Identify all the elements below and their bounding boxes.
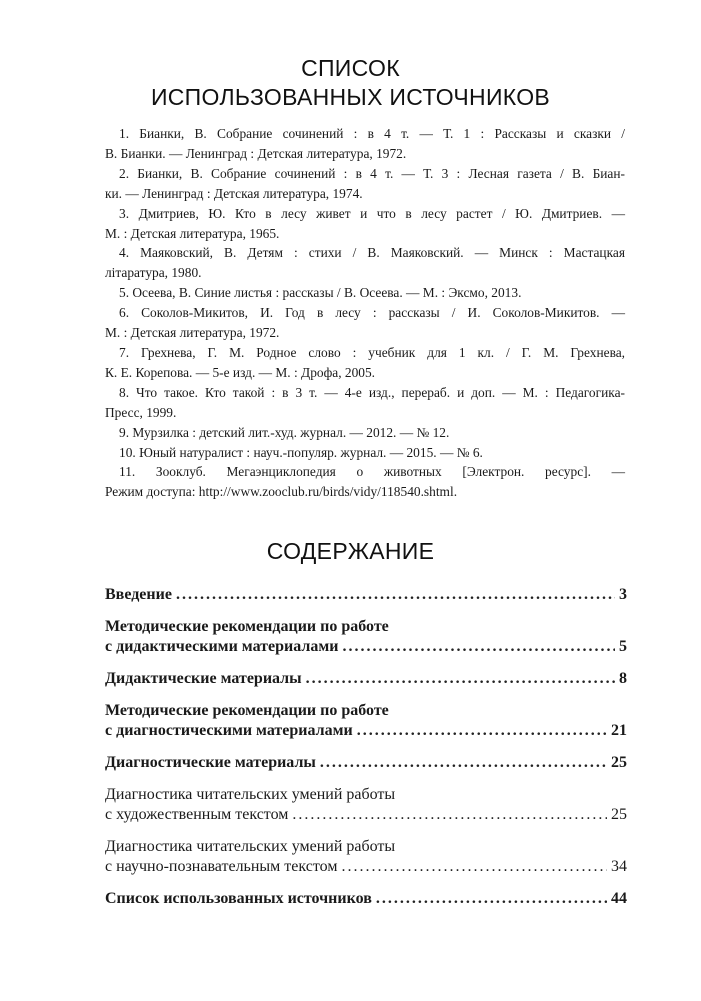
bibliography-entry-line: 6. Соколов-Микитов, И. Год в лесу : рассказы / И. Соколов-Микитов. — (119, 305, 625, 321)
toc-page-number: 25 (611, 806, 627, 823)
toc-dot-leader (341, 857, 607, 877)
toc-entry[interactable] (105, 753, 627, 773)
toc-page-number: 3 (619, 586, 627, 603)
toc-entry[interactable] (105, 585, 627, 605)
bibliography-entry (105, 164, 625, 204)
toc-page-number: 25 (611, 754, 627, 771)
toc-entry-label: с диагностическими материалами (105, 722, 353, 739)
toc-entry[interactable] (105, 669, 627, 689)
toc-page-number: 34 (611, 858, 627, 875)
bibliography-entry (105, 283, 625, 303)
bibliography-entry-line: 10. Юный натуралист : науч.-популяр. журнал. — 2015. — № 6. (119, 444, 483, 460)
toc-dot-leader (376, 889, 607, 909)
toc-dot-leader (342, 637, 615, 657)
bibliography-list (105, 124, 625, 502)
toc-entry-label: Методические рекомендации по работе (105, 618, 389, 635)
bibliography-title (0, 54, 701, 112)
toc-entry[interactable] (105, 617, 627, 657)
toc-entry[interactable] (105, 889, 627, 909)
toc-entry-label: Список использованных источников (105, 890, 372, 907)
toc-entry-label: Дидактические материалы (105, 670, 302, 687)
bibliography-entry-line: К. Е. Корепова. — 5-е изд. — М. : Дрофа, 2005. (105, 364, 376, 380)
bibliography-entry-line: М. : Детская литература, 1965. (105, 225, 280, 241)
toc-entry[interactable] (105, 785, 627, 825)
bibliography-entry (105, 243, 625, 283)
toc-dot-leader (357, 721, 607, 741)
bibliography-entry (105, 124, 625, 164)
toc-dot-leader (306, 669, 615, 689)
bibliography-entry-line: В. Бианки. — Ленинград : Детская литература, 1972. (105, 145, 407, 161)
toc-entry-label: Методические рекомендации по работе (105, 702, 389, 719)
bibliography-entry-line: літаратура, 1980. (105, 265, 202, 281)
toc-page-number: 44 (611, 890, 627, 907)
bibliography-entry (105, 443, 625, 463)
bibliography-entry-line: 5. Осеева, В. Синие листья : рассказы / В. Осеева. — М. : Эксмо, 2013. (119, 285, 522, 301)
bibliography-entry-line: М. : Детская литература, 1972. (105, 325, 280, 341)
bibliography-entry-line: 9. Мурзилка : детский лит.-худ. журнал. — 2012. — № 12. (119, 424, 450, 440)
toc-dot-leader (320, 753, 607, 773)
toc-entry-label: Диагностические материалы (105, 754, 316, 771)
toc-dot-leader (292, 805, 607, 825)
toc-entry[interactable] (105, 837, 627, 877)
toc-page-number: 8 (619, 670, 627, 687)
bibliography-entry-line: 1. Бианки, В. Собрание сочинений : в 4 т. — Т. 1 : Рассказы и сказки / (119, 126, 625, 141)
bibliography-entry-line: 11. Зооклуб. Мегаэнциклопедия о животных [Электрон. ресурс]. — (119, 464, 625, 480)
bibliography-entry (105, 383, 625, 423)
bibliography-entry-line: ки. — Ленинград : Детская литература, 1974. (105, 185, 363, 201)
toc-entry[interactable] (105, 701, 627, 741)
toc-entry-label: Введение (105, 586, 172, 603)
bibliography-entry (105, 343, 625, 383)
bibliography-entry-line: 4. Маяковский, В. Детям : стихи / В. Маяковский. — Минск : Мастацкая (119, 245, 625, 261)
bibliography-entry-line: 3. Дмитриев, Ю. Кто в лесу живет и что в лесу растет / Ю. Дмитриев. — (119, 205, 625, 221)
toc-entry-label: Диагностика читательских умений работы (105, 786, 396, 803)
bibliography-title-line2: ИСПОЛЬЗОВАННЫХ ИСТОЧНИКОВ (150, 84, 551, 110)
toc-entry-label: с дидактическими материалами (105, 638, 339, 655)
toc-title: СОДЕРЖАНИЕ (266, 538, 435, 564)
bibliography-entry-line: 2. Бианки, В. Собрание сочинений : в 4 т. — Т. 3 : Лесная газета / В. Биан- (119, 165, 625, 181)
bibliography-entry-line: Режим доступа: http://www.zooclub.ru/birds/vidy/118540.shtml. (105, 484, 458, 500)
toc-dot-leader (176, 585, 615, 605)
bibliography-entry (105, 303, 625, 343)
bibliography-entry (105, 423, 625, 443)
bibliography-entry (105, 462, 625, 502)
bibliography-entry-line: 8. Что такое. Кто такой : в 3 т. — 4-е изд., перераб. и доп. — М. : Педагогика- (119, 384, 625, 400)
toc-entry-label: с художественным текстом (105, 806, 289, 823)
toc-page-number: 5 (619, 638, 627, 655)
toc-entry-label: с научно-познавательным текстом (105, 858, 338, 875)
toc-page-number: 21 (611, 722, 627, 739)
bibliography-entry-line: 7. Грехнева, Г. М. Родное слово : учебник для 1 кл. / Г. М. Грехнева, (119, 344, 625, 360)
toc-entry-label: Диагностика читательских умений работы (105, 838, 396, 855)
table-of-contents (105, 585, 627, 921)
bibliography-entry-line: Пресс, 1999. (105, 404, 177, 420)
bibliography-entry (105, 204, 625, 244)
bibliography-title-line1: СПИСОК (301, 55, 400, 81)
